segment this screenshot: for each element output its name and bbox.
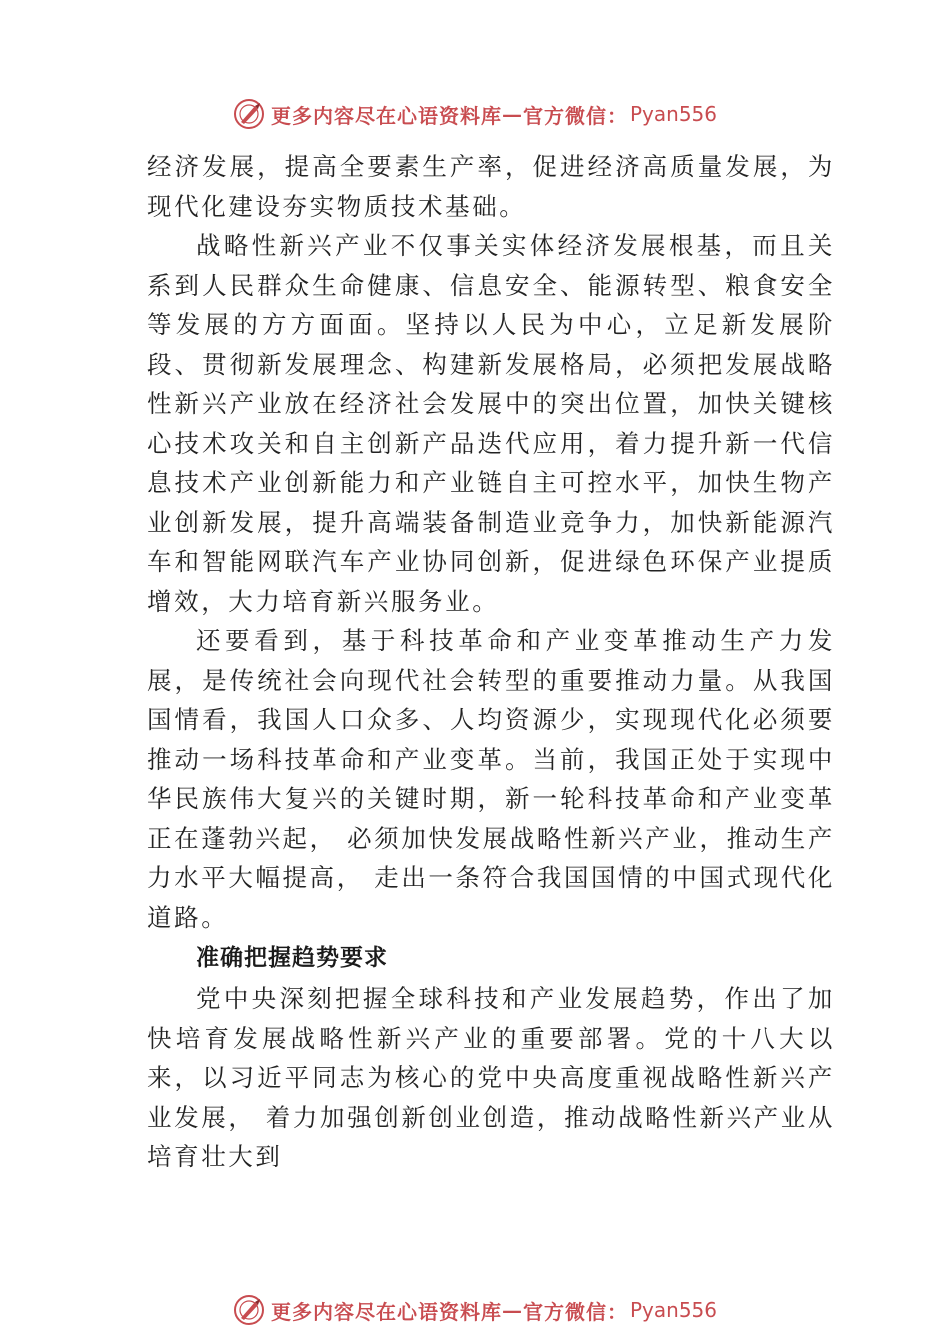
paragraph-2: 战略性新兴产业不仅事关实体经济发展根基，而且关系到人民群众生命健康、信息安全、能源转型、粮食安全等发展的方方面面。坚持以人民为中心，立足新发展阶段、贯彻新发展理念、构建新发展格局，必须把发展战略性新兴产业放在经济社会发展中的突出位置，加快关键核心技术攻关和自主创新产品迭代应用，着力提升新一代信息技术产业创新能力和产业链自主可控水平，加快生物产业创新发展，提升高端装备制造业竞争力，加快新能源汽车和智能网联汽车产业协同创新，促进绿色环保产业提质增效，大力培育新兴服务业。 <box>147 231 835 616</box>
watermark-text: 更多内容尽在心语资料库 <box>270 103 502 128</box>
footer-watermark <box>0 1288 950 1332</box>
watermark-account: Pyan556 <box>629 1298 717 1322</box>
watermark-suffix: 官方微信： <box>522 103 628 128</box>
paragraph-4: 党中央深刻把握全球科技和产业发展趋势，作出了加快培育发展战略性新兴产业的重要部署。党的十八大以来，以习近平同志为核心的党中央高度重视战略性新兴产业发展， 着力加强创新创业创造，推动战略性新兴产业从培育壮大到 <box>147 984 835 1171</box>
quill-logo-icon <box>233 1294 265 1326</box>
watermark-dash: — <box>501 1298 523 1322</box>
watermark-text: 更多内容尽在心语资料库 <box>270 1299 502 1324</box>
watermark-suffix: 官方微信： <box>522 1299 628 1324</box>
document-body <box>147 147 835 1177</box>
paragraph-3: 还要看到，基于科技革命和产业变革推动生产力发展，是传统社会向现代社会转型的重要推动力量。从我国国情看，我国人口众多、人均资源少，实现现代化必须要推动一场科技革命和产业变革。当前，我国正处于实现中华民族伟大复兴的关键时期，新一轮科技革命和产业变革正在蓬勃兴起， 必须加快发展战略性新兴产业，推动生产力水平大幅提高， 走出一条符合我国国情的中国式现代化道路。 <box>147 626 835 932</box>
section-heading: 准确把握趋势要求 <box>196 945 388 971</box>
header-watermark <box>0 92 950 136</box>
watermark-dash: — <box>501 102 523 126</box>
quill-logo-icon <box>233 98 265 130</box>
paragraph-1: 经济发展，提高全要素生产率，促进经济高质量发展，为现代化建设夯实物质技术基础。 <box>147 152 835 221</box>
watermark-account: Pyan556 <box>629 102 717 126</box>
